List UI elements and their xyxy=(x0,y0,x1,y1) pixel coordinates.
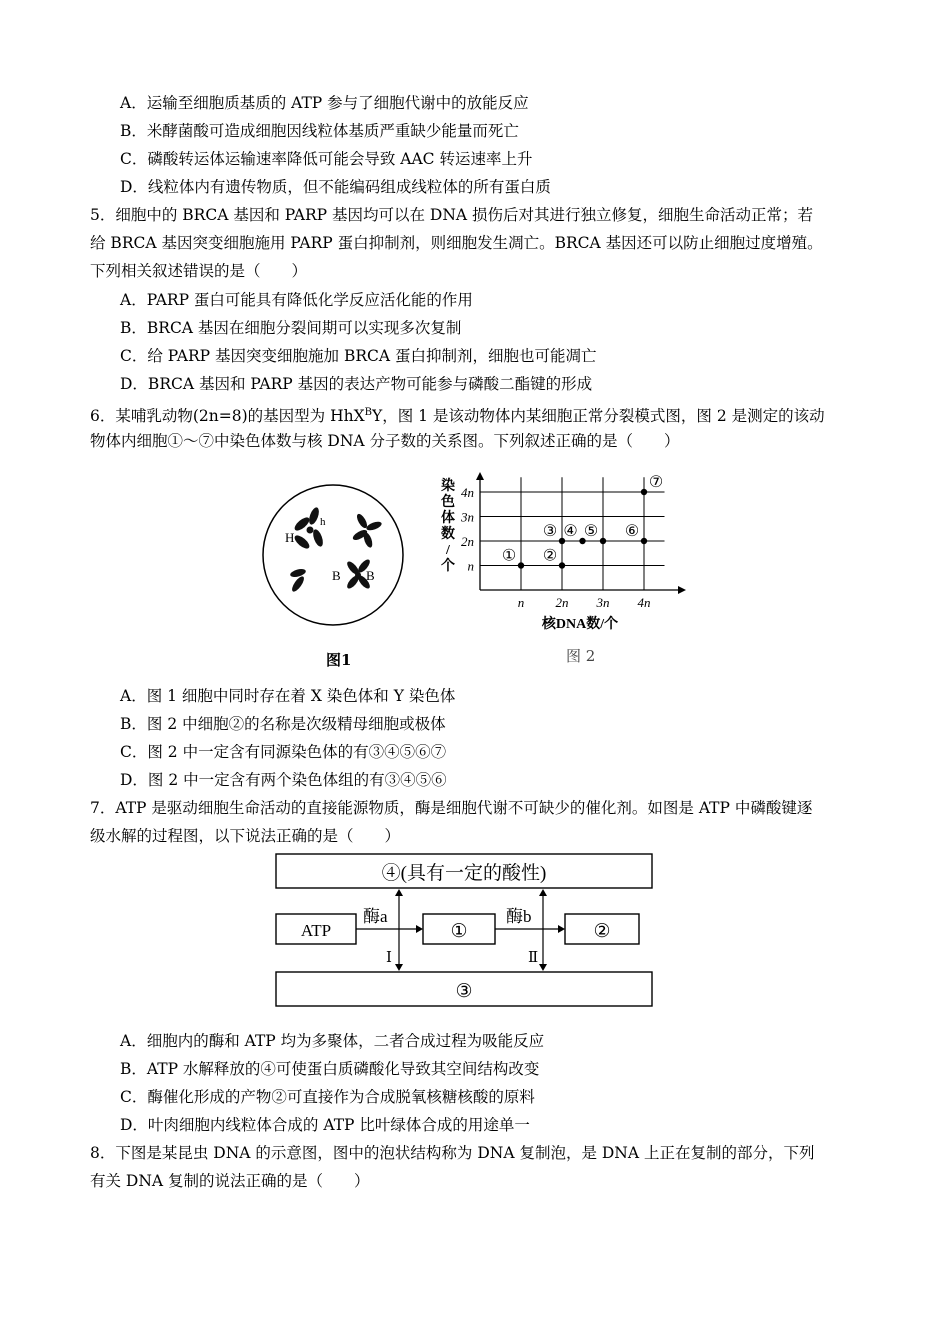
figure-atp-hydrolysis xyxy=(270,852,660,1012)
q8-stem-line1: 8．下图是某昆虫 DNA 的示意图，图中的泡状结构称为 DNA 复制泡，是 DNA 上正在复制的部分，下列 xyxy=(90,1144,815,1162)
figure1-cell-diagram xyxy=(258,480,408,630)
data-point-label: ⑦ xyxy=(648,474,664,491)
data-point-label: ④ xyxy=(563,523,578,540)
q7-option-d: D．叶肉细胞内线粒体合成的 ATP 比叶绿体合成的用途单一 xyxy=(120,1116,530,1134)
box-1-label: ① xyxy=(450,921,468,942)
q5-stem-line1: 5．细胞中的 BRCA 基因和 PARP 基因均可以在 DNA 损伤后对其进行独立修复，细胞生命活动正常；若 xyxy=(90,206,814,224)
q7-option-b: B．ATP 水解释放的④可使蛋白质磷酸化导致其空间结构改变 xyxy=(120,1060,540,1078)
data-point xyxy=(641,538,647,544)
label-B-left: B xyxy=(332,568,341,583)
data-point xyxy=(518,562,524,568)
q6-option-b: B．图 2 中细胞②的名称是次级精母细胞或极体 xyxy=(120,715,446,733)
chromosome-top-right xyxy=(351,512,382,548)
y-axis-label-char: 数 xyxy=(441,527,455,542)
chart-points xyxy=(502,474,663,569)
data-point xyxy=(641,489,647,495)
data-point-label: ② xyxy=(542,547,558,565)
y-axis-label-char: / xyxy=(446,543,450,558)
q8-stem-line2: 有关 DNA 复制的说法正确的是（ ） xyxy=(90,1172,370,1190)
q6-option-d: D．图 2 中一定含有两个染色体组的有③④⑤⑥ xyxy=(120,771,447,789)
y-tick-label: 2n xyxy=(461,534,474,549)
q4-option-c: C．磷酸转运体运输速率降低可能会导致 AAC 转运速率上升 xyxy=(120,150,533,168)
q4-option-a: A．运输至细胞质基质的 ATP 参与了细胞代谢中的放能反应 xyxy=(120,94,529,112)
label-B-right: B xyxy=(366,568,375,583)
q6-stem-line2: 物体内细胞①～⑦中染色体数与核 DNA 分子数的关系图。下列叙述正确的是（ ） xyxy=(90,432,680,450)
bottom-box-label: ③ xyxy=(455,981,473,1002)
q7-stem-line2: 级水解的过程图，以下说法正确的是（ ） xyxy=(90,827,401,845)
q5-option-c: C．给 PARP 基因突变细胞施加 BRCA 蛋白抑制剂，细胞也可能凋亡 xyxy=(120,347,597,365)
q6-stem-line1 xyxy=(90,403,825,426)
q6-option-c: C．图 2 中一定含有同源染色体的有③④⑤⑥⑦ xyxy=(120,743,447,761)
y-axis-label xyxy=(440,477,455,574)
data-point-label: ⑥ xyxy=(624,523,640,540)
atp-label: ATP xyxy=(300,921,332,940)
data-point-label: ⑤ xyxy=(583,523,599,540)
enzyme-b-label: 酶b xyxy=(506,907,532,926)
q4-option-d: D．线粒体内有遗传物质，但不能编码组成线粒体的所有蛋白质 xyxy=(120,178,551,196)
y-tick-label: n xyxy=(467,558,474,574)
box-2-label: ② xyxy=(593,921,611,942)
data-point-label: ① xyxy=(501,547,517,565)
y-axis-label-char: 色 xyxy=(441,495,455,510)
enzyme-a-label: 酶a xyxy=(363,907,388,926)
y-tick-label: 3n xyxy=(461,509,474,525)
cell-membrane xyxy=(263,485,403,625)
chromosome-pair-h xyxy=(293,506,325,551)
q6-stem-superscript: B xyxy=(364,407,372,418)
data-point xyxy=(600,538,606,544)
q7-option-c: C．酶催化形成的产物②可直接作为合成脱氧核糖核酸的原料 xyxy=(120,1088,535,1106)
y-axis-arrow xyxy=(476,472,484,480)
figure1-caption: 图1 xyxy=(326,651,352,669)
y-axis-label-char: 染 xyxy=(441,479,455,494)
q6-option-a: A．图 1 细胞中同时存在着 X 染色体和 Y 染色体 xyxy=(120,687,456,705)
q5-stem-line3: 下列相关叙述错误的是（ ） xyxy=(90,262,308,280)
y-tick-label: 4n xyxy=(461,485,474,500)
label-h: h xyxy=(320,516,326,528)
top-box-label: ④(具有一定的酸性) xyxy=(381,863,547,884)
x-axis-label: 核DNA数/个 xyxy=(541,617,619,632)
q5-option-d: D．BRCA 基因和 PARP 基因的表达产物可能参与磷酸二酯键的形成 xyxy=(120,375,593,393)
y-axis-label-char: 个 xyxy=(441,559,455,574)
q5-stem-line2: 给 BRCA 基因突变细胞施用 PARP 蛋白抑制剂，则细胞发生凋亡。BRCA 基因还可以防止细胞过度增殖。 xyxy=(90,234,823,252)
step-1-label: Ⅰ xyxy=(386,950,392,966)
x-axis-arrow xyxy=(678,586,686,594)
q5-option-b: B．BRCA 基因在细胞分裂间期可以实现多次复制 xyxy=(120,319,462,337)
x-tick-label: 3n xyxy=(596,595,610,610)
y-axis-label-char: 体 xyxy=(441,511,455,526)
x-tick-label: 4n xyxy=(637,595,651,610)
q6-stem-part2: Y，图 1 是该动物体内某细胞正常分裂模式图，图 2 是测定的该动 xyxy=(371,407,825,425)
q7-option-a: A．细胞内的酶和 ATP 均为多聚体，二者合成过程为吸能反应 xyxy=(120,1032,545,1050)
data-point xyxy=(559,562,565,568)
x-tick-label: 2n xyxy=(555,595,569,610)
data-point-label: ③ xyxy=(542,523,558,540)
figure2-chart xyxy=(430,472,700,640)
step-2-label: Ⅱ xyxy=(528,950,539,966)
figure2-caption: 图 2 xyxy=(566,647,596,665)
q5-option-a: A．PARP 蛋白可能具有降低化学反应活化能的作用 xyxy=(120,291,473,309)
q6-stem-part1: 6．某哺乳动物(2n=8)的基因型为 HhX xyxy=(90,407,365,425)
chromosome-bottom-left xyxy=(289,568,306,594)
x-tick-label: n xyxy=(517,595,525,610)
q4-option-b: B．米酵菌酸可造成细胞因线粒体基质严重缺少能量而死亡 xyxy=(120,122,519,140)
label-H: H xyxy=(285,530,295,545)
q7-stem-line1: 7．ATP 是驱动细胞生命活动的直接能源物质，酶是细胞代谢不可缺少的催化剂。如图是 ATP 中磷酸键逐 xyxy=(90,799,813,817)
